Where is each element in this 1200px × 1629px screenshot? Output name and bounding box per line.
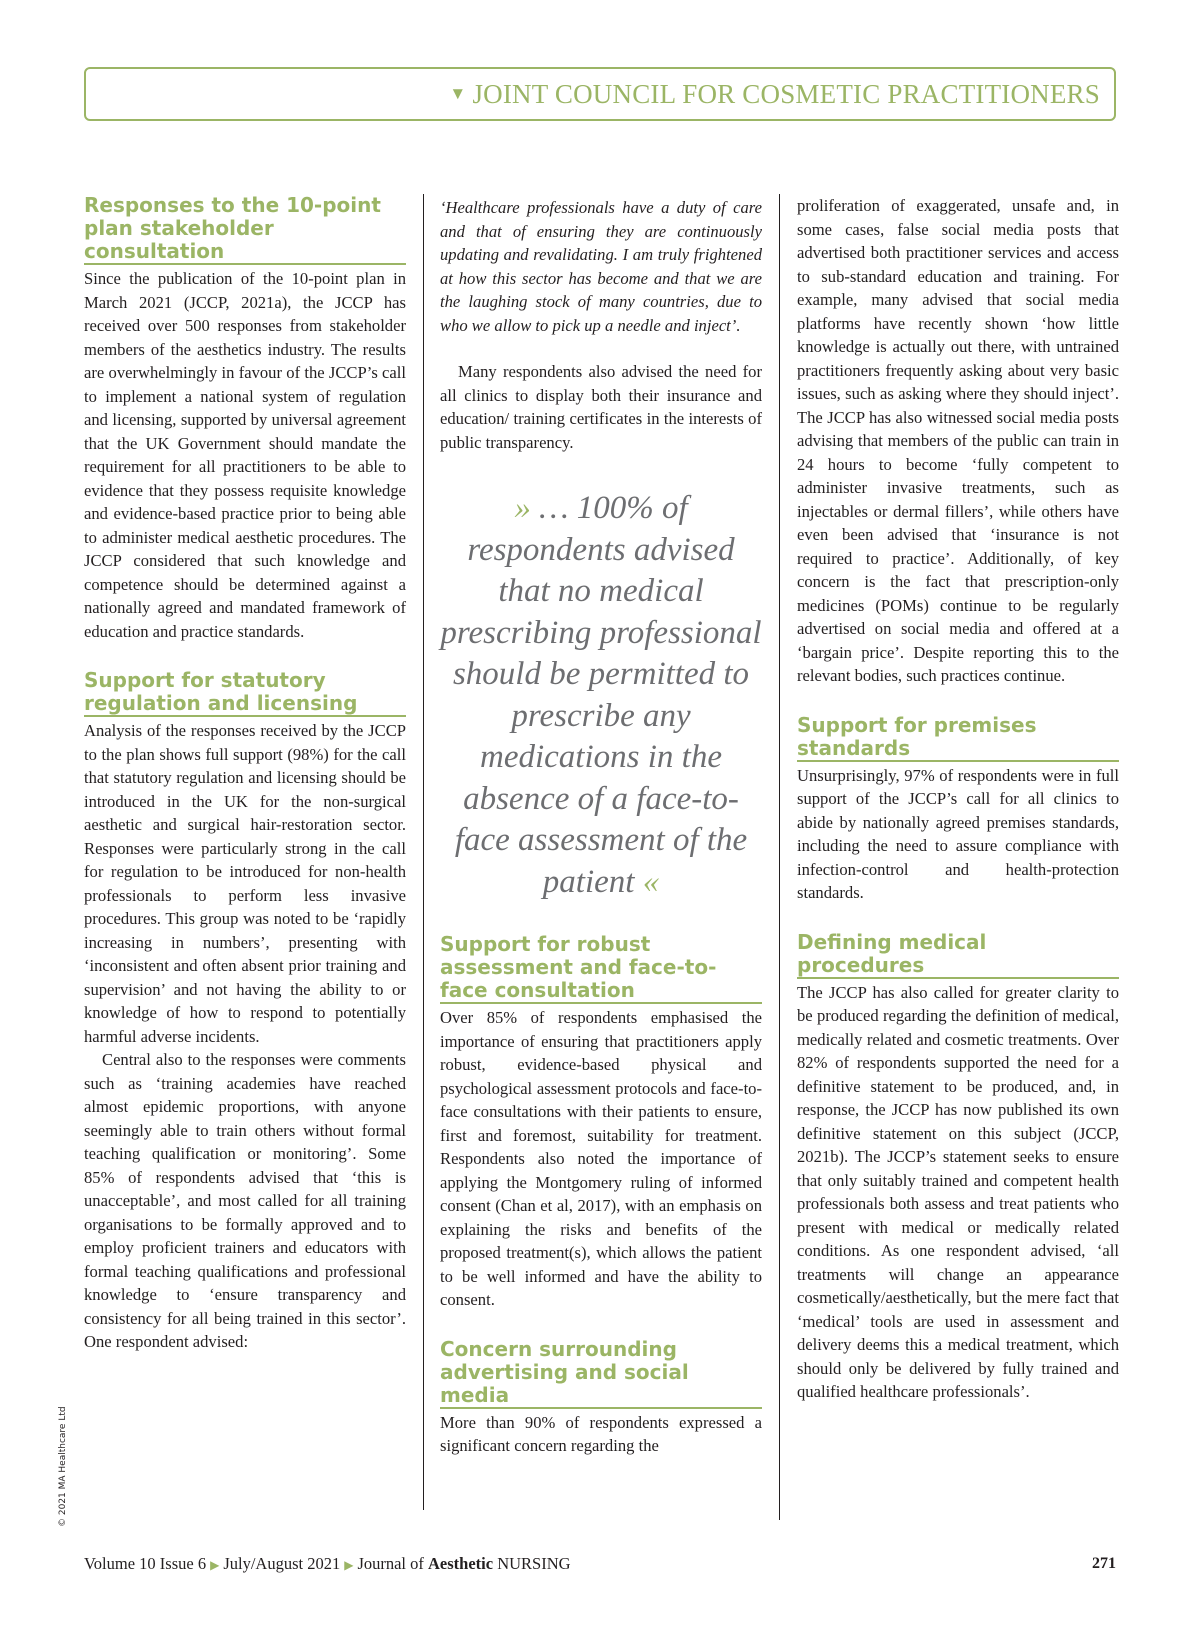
triangle-down-icon: ▼ bbox=[449, 84, 467, 103]
article-text bbox=[440, 196, 762, 454]
triangle-right-icon: ▶ bbox=[210, 1558, 220, 1572]
journal-name-bold: Aesthetic bbox=[428, 1554, 494, 1573]
column-2 bbox=[440, 194, 762, 1458]
section-heading: Defining medical procedures bbox=[797, 931, 1119, 979]
page-number: 271 bbox=[1092, 1555, 1116, 1572]
pull-quote-text: … 100% of respondents advised that no medical prescribing professional should be permitted to prescribe any medications in the absence of a face-to-face assessment of the patient bbox=[440, 490, 762, 900]
article-text bbox=[84, 719, 406, 1354]
footer-volume: Volume 10 Issue 6 bbox=[84, 1554, 207, 1573]
triangle-right-icon: ▶ bbox=[344, 1558, 354, 1572]
footer-date: July/August 2021 bbox=[223, 1554, 341, 1573]
article-text bbox=[797, 981, 1119, 1404]
journal-name-suffix: NURSING bbox=[497, 1554, 571, 1573]
article-text bbox=[440, 1411, 762, 1458]
article-text bbox=[84, 267, 406, 643]
section-heading: Support for robust assessment and face-to-face consultation bbox=[440, 933, 762, 1004]
header-title: ▼ JOINT COUNCIL FOR COSMETIC PRACTITIONERS bbox=[449, 79, 1100, 109]
pull-quote bbox=[440, 488, 762, 903]
section-heading: Responses to the 10-point plan stakeholder consultation bbox=[84, 194, 406, 265]
column-divider bbox=[423, 194, 424, 1510]
footer bbox=[84, 1554, 571, 1574]
quote-close-mark: « bbox=[642, 863, 660, 900]
copyright-notice: © 2021 MA Healthcare Ltd bbox=[58, 1406, 68, 1527]
respondent-quote: ‘Healthcare professionals have a duty of care and that of ensuring they are continuously updating and revalidating. I am truly frightened at how this sector has become and that we are the laughing stock of many countries, due to who we allow to pick up a needle and inject’. bbox=[440, 198, 762, 335]
quote-open-mark: » bbox=[514, 490, 531, 526]
paragraph: More than 90% of respondents expressed a significant concern regarding the bbox=[440, 1412, 762, 1455]
paragraph: Analysis of the responses received by the JCCP to the plan shows full support (98%) for the call that statutory regulation and licensing should be introduced in the UK for the non-surgical aesthetic and surgical hair-restoration sector. Responses were particularly strong in the call for regulation to be introduced for non-health professionals to perform less invasive procedures. This group was noted to be ‘rapidly increasing in numbers’, presenting with ‘inconsistent and often absent prior training and supervision’ and not having the ability to or knowledge of how to respond to potentially harmful adverse incidents. bbox=[84, 721, 406, 1046]
section-heading: Support for premises standards bbox=[797, 714, 1119, 762]
journal-name-prefix: Journal of bbox=[357, 1554, 424, 1573]
section-heading: Support for statutory regulation and licensing bbox=[84, 669, 406, 717]
section-heading: Concern surrounding advertising and social media bbox=[440, 1338, 762, 1409]
paragraph: Over 85% of respondents emphasised the importance of ensuring that practitioners apply robust, evidence-based physical and psychological assessment protocols and face-to-face consultations with their patients to ensure, first and foremost, suitability for treatment. Respondents also noted the importance of applying the Montgomery ruling of informed consent (Chan et al, 2017), with an emphasis on explaining the risks and benefits of the proposed treatment(s), which allows the patient to be well informed and have the ability to consent. bbox=[440, 1008, 762, 1309]
paragraph: proliferation of exaggerated, unsafe and, in some cases, false social media posts that advertised both practitioner services and access to sub-standard education and training. For example, many advised that social media platforms have recently shown ‘how little knowledge is actually out there, with untrained practitioners frequently asking about very basic issues, such as asking where they should inject’. The JCCP has also witnessed social media posts advising that members of the public can train in 24 hours to become ‘fully competent to administer invasive treatments, such as injectables or dermal fillers’, while others have even been advised that ‘insurance is not required to practice’. Additionally, of key concern is the fact that prescription-only medicines (POMs) continue to be regularly advertised on social media and offered at a ‘bargain price’. Despite reporting this to the relevant bodies, such practices continue. bbox=[797, 196, 1119, 685]
column-3 bbox=[797, 194, 1119, 1404]
column-1 bbox=[84, 194, 406, 1354]
paragraph: Unsurprisingly, 97% of respondents were in full support of the JCCP’s call for all clinics to abide by nationally agreed premises standards, including the need to assure compliance with infection-control and health-protection standards. bbox=[797, 765, 1119, 902]
article-text bbox=[797, 764, 1119, 905]
article-text bbox=[797, 194, 1119, 688]
article-text bbox=[440, 1006, 762, 1312]
paragraph: Central also to the responses were comments such as ‘training academies have reached almost epidemic proportions, with anyone seemingly able to train others without formal teaching qualification or monitoring’. Some 85% of respondents advised that ‘this is unacceptable’, and most called for all training organisations to be formally approved and to employ proficient trainers and educators with formal teaching qualifications and professional knowledge to ‘ensure transparency and consistency for all being trained in this sector’. One respondent advised: bbox=[84, 1050, 406, 1351]
paragraph: Since the publication of the 10-point plan in March 2021 (JCCP, 2021a), the JCCP has received over 500 responses from stakeholder members of the aesthetics industry. The results are overwhelmingly in favour of the JCCP’s call to implement a national system of regulation and licensing, supported by universal agreement that the UK Government should mandate the requirement for all practitioners to be able to evidence that they possess requisite knowledge and evidence-based practice prior to being able to administer medical aesthetic procedures. The JCCP considered that such knowledge and competence should be determined against a nationally agreed and mandated framework of education and practice standards. bbox=[84, 269, 406, 641]
paragraph: The JCCP has also called for greater clarity to be produced regarding the definition of medical, medically related and cosmetic treatments. Over 82% of respondents supported the need for a definitive statement to be produced, and, in response, the JCCP has now published its own definitive statement on this subject (JCCP, 2021b). The JCCP’s statement seeks to ensure that only suitably trained and competent health professionals both assess and treat patients who present with medical or medically related conditions. As one respondent advised, ‘all treatments will change an appearance cosmetically/aesthetically, but the mere fact that ‘medical’ tools are used in assessment and delivery deems this a medical treatment, which should only be delivered by fully trained and qualified healthcare professionals’. bbox=[797, 982, 1119, 1401]
header-banner bbox=[84, 67, 1116, 121]
column-divider bbox=[779, 194, 780, 1520]
paragraph: Many respondents also advised the need for all clinics to display both their insurance and education/ training certificates in the interests of public transparency. bbox=[440, 362, 762, 452]
